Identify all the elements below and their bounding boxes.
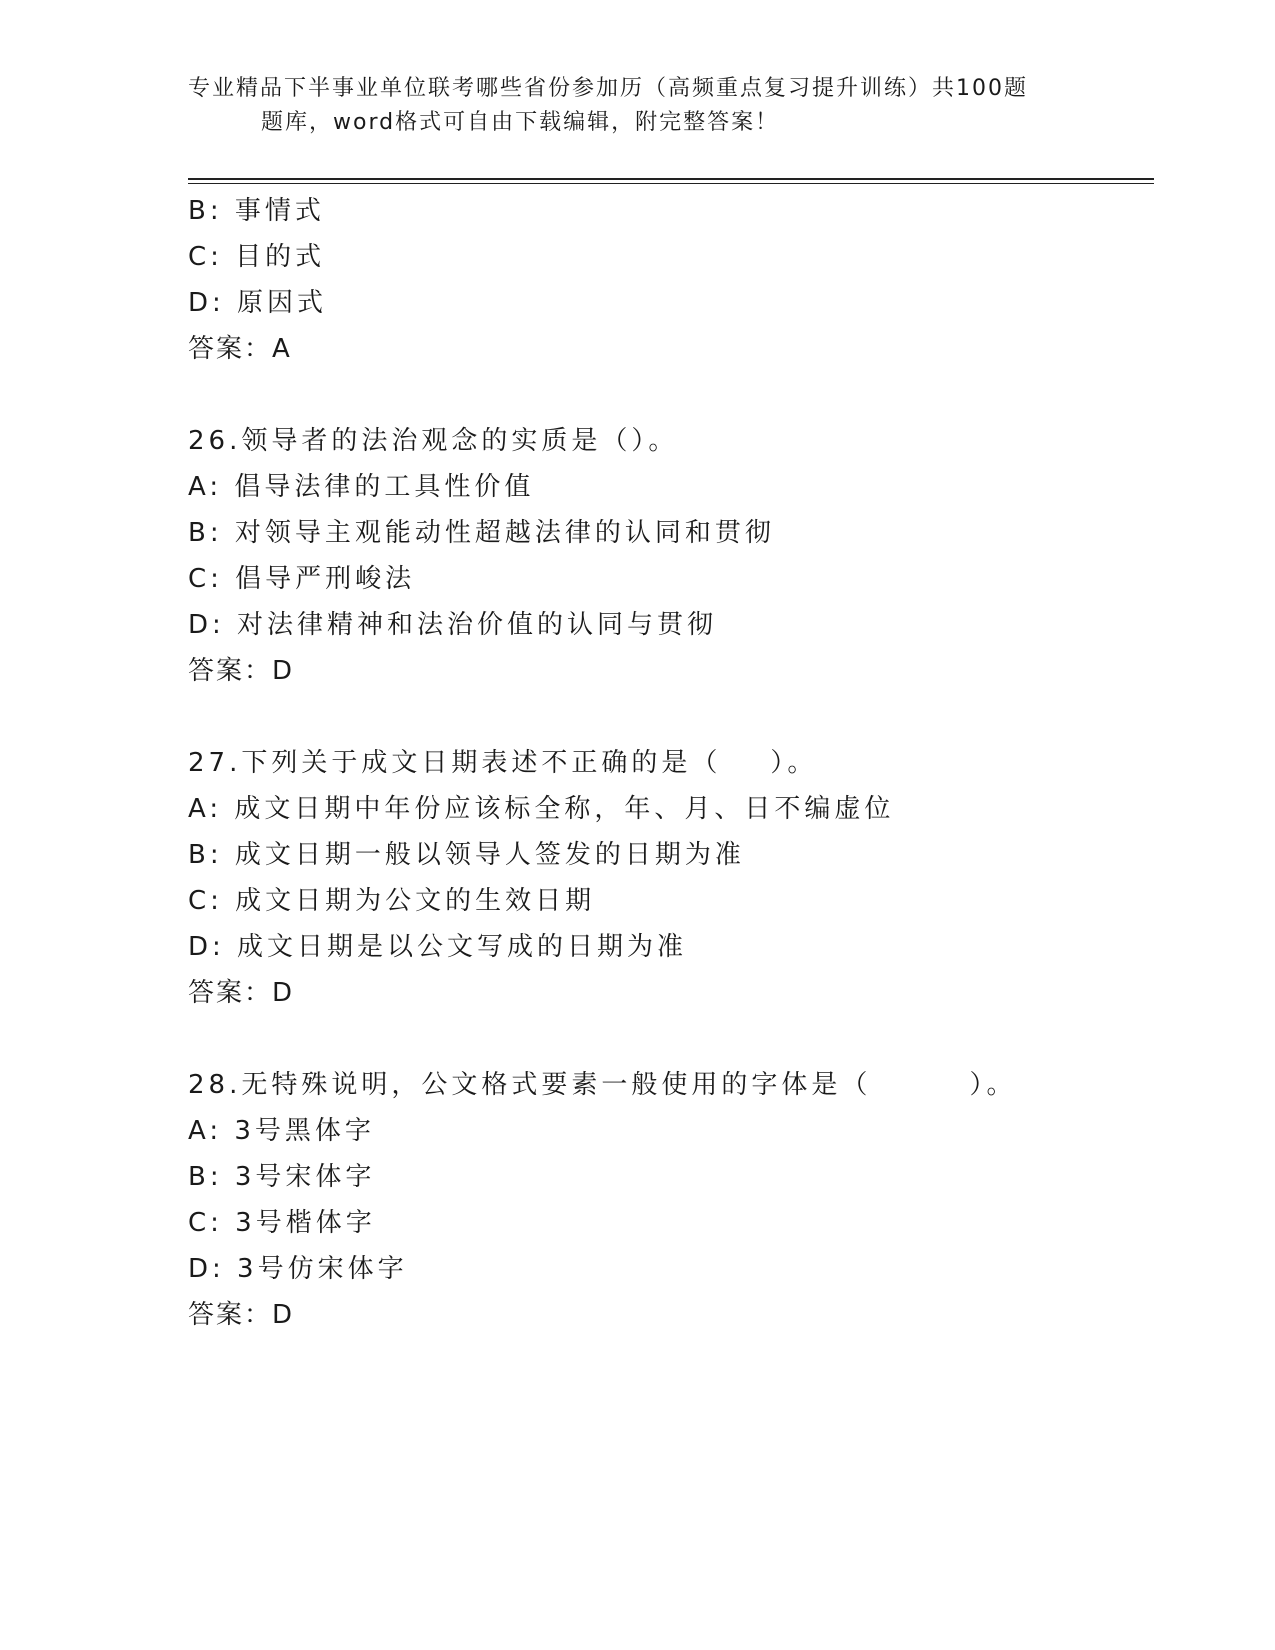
question-26 [188,418,1154,694]
option-b: B: 3号宋体字 [188,1162,376,1192]
header-rule-thick [188,178,1154,180]
question-list [188,188,1154,1338]
header-title-line1: 专业精品下半事业单位联考哪些省份参加历（高频重点复习提升训练）共100题 [188,76,1028,101]
question-25-continued [188,188,1154,372]
option-a: A: 倡导法律的工具性价值 [188,472,535,502]
spacer [188,372,1154,418]
option-b: B: 对领导主观能动性超越法律的认同和贯彻 [188,518,775,548]
option-a: A: 3号黑体字 [188,1116,375,1146]
answer-label: 答案：D [188,656,295,686]
question-stem: 26.领导者的法治观念的实质是（）。 [188,426,679,456]
option-d: D: 原因式 [188,288,328,318]
option-c: C: 3号楷体字 [188,1208,376,1238]
option-d: D: 对法律精神和法治价值的认同与贯彻 [188,610,718,640]
spacer [188,694,1154,740]
spacer [188,1016,1154,1062]
option-b: B: 成文日期一般以领导人签发的日期为准 [188,840,745,870]
question-stem: 28.无特殊说明，公文格式要素一般使用的字体是（ ）。 [188,1070,1017,1100]
option-c: C: 成文日期为公文的生效日期 [188,886,596,916]
option-d: D: 3号仿宋体字 [188,1254,408,1284]
option-c: C: 目的式 [188,242,326,272]
question-stem: 27.下列关于成文日期表述不正确的是（ ）。 [188,748,818,778]
answer-label: 答案：D [188,1300,295,1330]
answer-label: 答案：A [188,334,292,364]
option-b: B: 事情式 [188,196,325,226]
document-header [188,72,1088,140]
header-title-line2: 题库，word格式可自由下载编辑，附完整答案！ [261,110,780,135]
option-c: C: 倡导严刑峻法 [188,564,416,594]
question-27 [188,740,1154,1016]
option-d: D: 成文日期是以公文写成的日期为准 [188,932,688,962]
header-rule-thin [188,183,1154,184]
answer-label: 答案：D [188,978,295,1008]
question-28 [188,1062,1154,1338]
option-a: A: 成文日期中年份应该标全称，年、月、日不编虚位 [188,794,895,824]
